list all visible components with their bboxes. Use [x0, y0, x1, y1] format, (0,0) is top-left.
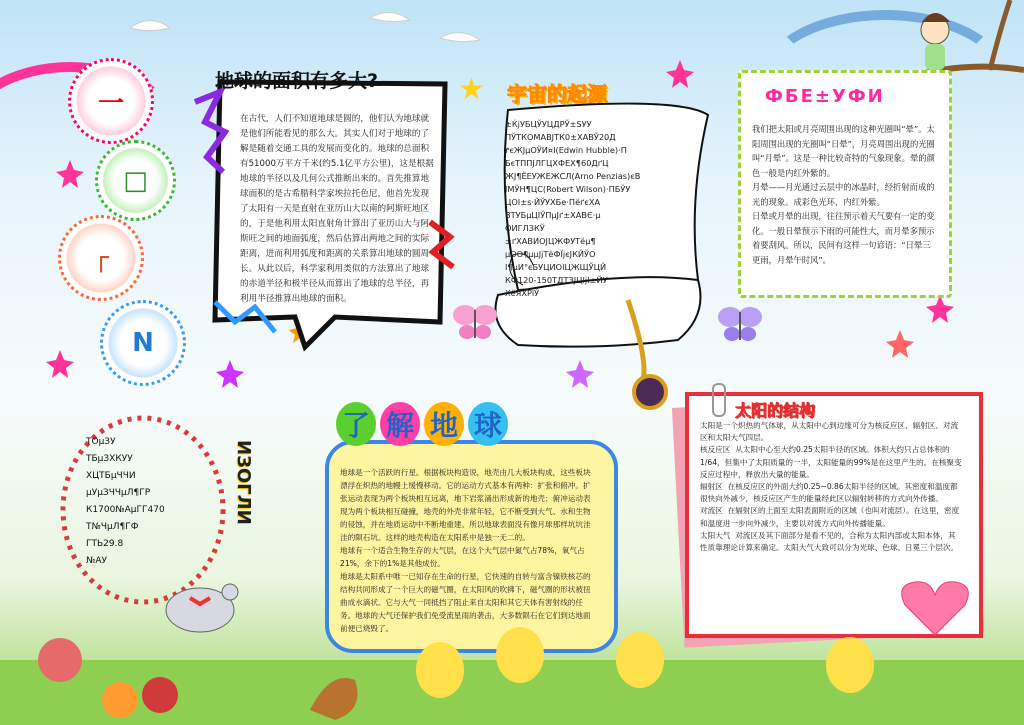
paperclip-icon [712, 383, 726, 417]
title-char-tile: 地 [424, 402, 464, 446]
corner-line: ТОµЗУ [86, 437, 116, 447]
burst-glyph: N [132, 328, 154, 358]
burst-glyph: ┌ [93, 243, 109, 273]
know-earth-title [336, 402, 508, 446]
area-panel-body: 在古代，人们不知道地球是圆的，他们认为地球就是他们所能看见的那么大。其实人们对于地球的了解是随着交通工具的发展而变化的。地球的总面积有51000万平方千米(约5.1亿平方公里)，这是根据地球的半径以及几何公式推断出来的。首先推算地球面积的是古希腊科学家埃拉托色尼，他首先发现了太阳有一天是直射在亚历山大以南的阿斯旺地区的，于是他利用太阳直射角计算出了亚历山大与阿斯旺之间的地面弧度，然后估算出两地之间的实际距离，进而利用弧度和距离的关系算出地球的圆周长。从此以后，科学家利用类似的方法算出了地球的赤道半径和极半径从而算出了地球的总半径，再利用半径推算出地球的面积。 [240, 114, 434, 304]
halo-panel-title: ФБЕ±УФИ [765, 86, 885, 107]
title-char-tile: 解 [380, 402, 420, 446]
burst-glyph: □ [123, 165, 148, 196]
corner-line: К1700№АµГГ470 [86, 505, 165, 515]
corner-line: ХЦТБµЧЧИ [86, 471, 136, 481]
corner-line: №АУ [86, 556, 108, 566]
corner-line: Т№ЧµЛ¶ГФ [86, 522, 139, 532]
butterfly-icon [715, 302, 765, 347]
know-earth-body: 地球是一个活跃的行星。根据板块构造说，地壳由几大板块构成，这些板块漂浮在炽热的地幔上缓慢移动。它的运动方式基本有两种：扩张和俯冲。扩张运动表现为两个板块相互远离，地下岩浆涌出形成新的地壳；俯冲运动表现为两个板块相互碰撞，地壳的外壳非常年轻，它不断受到大气、水和生物的侵蚀，并在地质运动中不断地重建。所以地球表面没有像月球那样坑坑洼洼的陨石坑。这样的地壳构造在太阳系中是独一无二的。 地球有一个适合生物生存的大气层，在这个大气层中氮气占78%，氧气占21%，余下的1%是其他成份。 地球是太阳系中唯一已知存在生命的行星，它快速的自转与富含镍铁核芯的结构共同形成了一个巨大的磁气圈，在太阳风的吹拂下，磁气圈的形状被扭曲成水滴状。它与大气一同抵挡了阻止来自太阳和其它天体有害射线的任务。地球的大气还保护我们免受流星雨的袭击，大多数陨石在它们到达地面前便已烧毁了。 [340, 468, 591, 633]
butterfly-icon [450, 300, 500, 345]
vertical-title: ИЗОГЛИ [233, 440, 254, 525]
title-char-tile: 了 [336, 402, 376, 446]
origin-panel-title: 宇宙的起源 [507, 82, 607, 106]
corner-list [86, 434, 165, 570]
corner-line: µУµЗЧЧµЛ¶ГР [86, 488, 151, 498]
title-char-tile: 球 [468, 402, 508, 446]
sun-panel-body: 太阳是一个炽热的气体球，从太阳中心到边缘可分为核反应区、辐射区、对流区和太阳大气四层。 核反应区 从太阳中心至大约0.25太阳半径的区域。体积大约只占总体积的1/64，但集中了太阳质量的一半，太阳能量的99%是在这里产生的。在核聚变反应过程中，释放出大量的能量。 辐射区 在核反应区的外面大约0.25~0.86太阳半径的区域。其密度和温度都很快向外减少，核反应区产生的能量经此区以辐射转移的方式向外传播。 对流区 在辐射区的上面至太阳表面附近的区域（也叫对流层）。在这里，密度和温度进一步向外减少，主要以对流方式向外传播能量。 太阳大气 对流区及其下面部分是看不见的，合称为太阳内部或太阳本体，其性质靠理论计算来确定。太阳大气大致可以分为光球、色球、日冕三个层次。 [700, 421, 962, 553]
sun-panel-title: 太阳的结构 [735, 401, 816, 420]
mouse-illustration [160, 570, 250, 640]
hearts-decoration [895, 570, 975, 640]
corner-line: ГТЬ29.8 [86, 539, 124, 549]
corner-line: ТБµЗХКУУ [86, 454, 133, 464]
burst-glyph: 一 [97, 88, 124, 119]
cartoon-ground-scene [0, 640, 1024, 725]
smiling-star-icon: ★ [458, 72, 485, 107]
area-panel-title: 地球的面积有多大? [215, 70, 379, 92]
origin-panel-body: ±ЌјУБЦЎУЦДРЎ±ЅУУ ПЎТКОМАВЈТК߀±ХАВЎ20Д ۳єЖЈµОЎИ¤І(Edwin Hubble)·П БєТППЈЛГЦХФЕХ¶60ДґЦ ЖЈ¶ЁЕУЖЕЖСЛ(Arno Penzias)єВ ІМЎН¶ЦС(Robert Wilson)·ПБЎУ ЦОІ±s·ЙЎУХБе·ПёґєХА ВТУБµЦІЎПµЈґ±ХАВЄ·µ ОИГЛЗКЎ ±ґХАВИОЈЦЖФУТёµ¶ µОО¶µµЈјТёФЇјєЈКЙЎО І¶µИ°єБУЦИОІЦЖЩЎЦЙ КФ120-150ТДТЗЈЦІјІ±ЙУ ХёЯХРіЎ [505, 119, 641, 298]
halo-panel-body: 我们把太阳或月亮周围出现的这种光圈叫“晕”。太阳周围出现的光圈叫“日晕”，月亮周围出现的光圈叫“月晕”。这是一种比较奇特的气象现象。晕的颜色一般是内红外紫的。 月晕——月光通过云层中的冰晶时，经折射而成的光的现象。成彩色光环，内红外紫。 日晕或月晕的出现，往往预示着天气要有一定的变化。一般日晕预示下雨的可能性大，而月晕多预示着要刮风。所以，民间有这样一句谚语：“日晕三更雨，月晕午时风”。 [752, 124, 935, 265]
